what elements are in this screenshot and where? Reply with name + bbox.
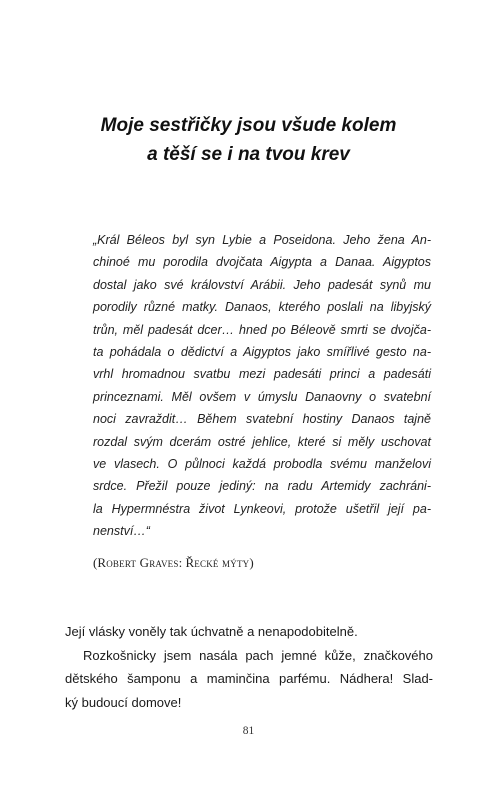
source-close-paren: )	[249, 555, 254, 570]
chapter-title-line-1: Moje sestřičky jsou všude kolem	[100, 115, 397, 136]
body-paragraphs	[65, 620, 433, 714]
body-line: Rozkošnicky jsem nasála pach jemné kůže, značkového	[83, 647, 433, 663]
body-line: Její vlásky voněly tak úchvatně a nenapodobitelně.	[65, 624, 358, 639]
epigraph-line: la Hypermnéstra život Lynkeovi, protože ušetřil její pa-	[93, 501, 431, 516]
page-number: 81	[242, 725, 255, 737]
chapter-title-line-2: a těší se i na tvou krev	[147, 144, 350, 165]
body-line: dětského šamponu a maminčina parfému. Nádhera! Slad-	[65, 671, 433, 686]
epigraph-source	[93, 553, 254, 573]
source-author: Robert Graves	[97, 555, 179, 570]
epigraph-line: rozdal svým dcerám ostré jehlice, které si měly uschovat	[93, 434, 431, 449]
epigraph-line: „Král Béleos byl syn Lybie a Poseidona. Jeho žena An-	[93, 233, 431, 247]
epigraph-line: nenství…“	[93, 524, 150, 539]
body-line: ký budoucí domove!	[65, 694, 182, 710]
source-separator: :	[178, 555, 186, 570]
epigraph-line: trůn, měl padesát dcer… hned po Béleově smrti se dvojča-	[93, 322, 431, 337]
epigraph-line: porodily různé matky. Danaos, kterého poslali na libyjský	[93, 300, 431, 315]
epigraph-line: srdce. Přežil pouze jediný: na radu Artemidy zachráni-	[93, 479, 431, 494]
epigraph-line: ve vlasech. O půlnoci každá probodla svému manželovi	[93, 457, 431, 472]
source-open-paren: (	[93, 555, 98, 570]
epigraph-line: noci zavraždit… Během svatební hostiny Danaos tajně	[93, 412, 431, 427]
epigraph-quote	[93, 229, 431, 543]
epigraph-line: princeznami. Měl ovšem v úmyslu Danaovny o svatební	[93, 389, 431, 404]
epigraph-line: chinoé mu porodila dvojčata Aigypta a Danaa. Aigyptos	[93, 255, 431, 270]
chapter-title	[0, 111, 497, 169]
epigraph-line: dostal jako své království Arábii. Jeho padesát synů mu	[93, 277, 431, 292]
source-work: Řecké mýty	[185, 555, 250, 570]
epigraph-line: ta pohádala o dědictví a Aigyptos jako smířlivé gesto na-	[93, 345, 431, 360]
epigraph-line: vrhl hromadnou svatbu mezi padesáti princi a padesáti	[93, 367, 431, 382]
